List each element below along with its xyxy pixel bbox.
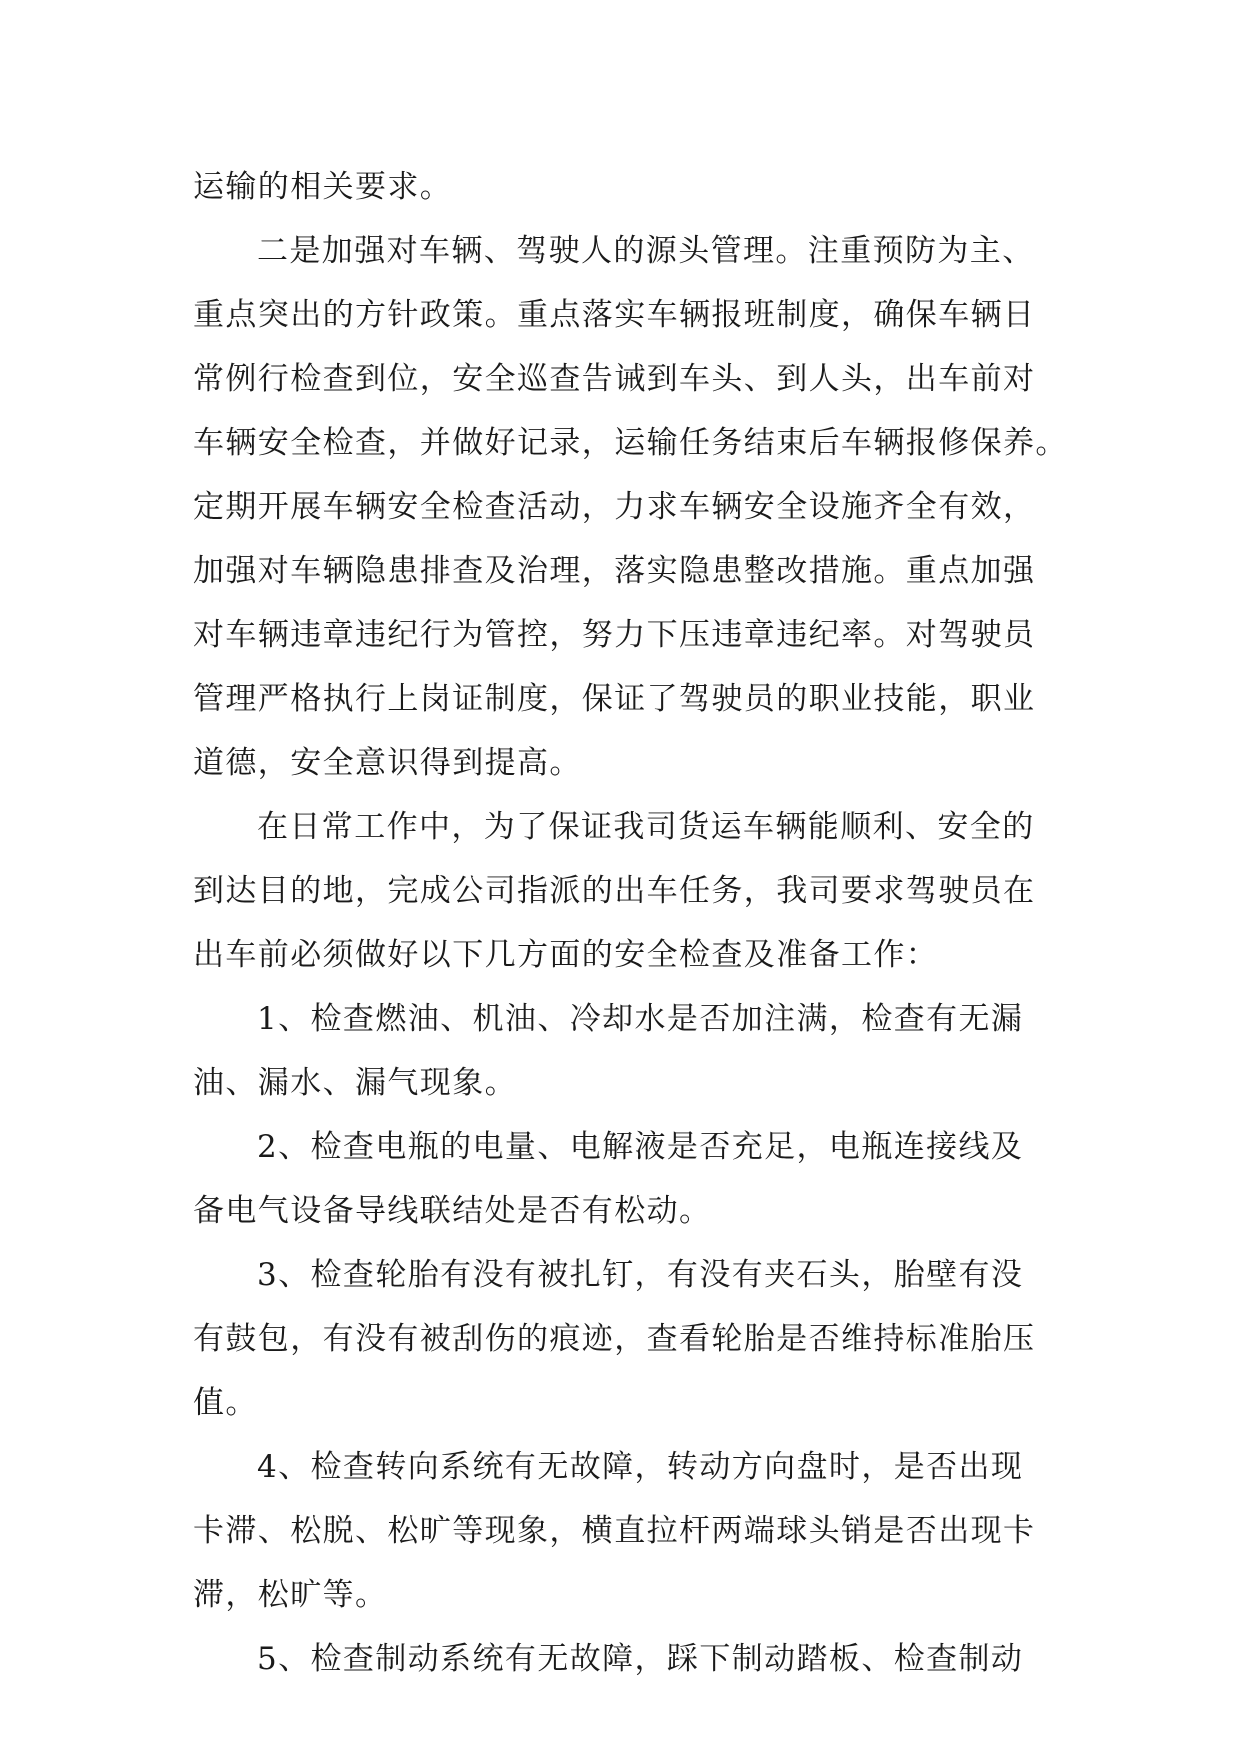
text-line: 5、检查制动系统有无故障，踩下制动踏板、检查制动: [257, 1641, 1024, 1677]
text-line: 有鼓包，有没有被刮伤的痕迹，查看轮胎是否维持标准胎压: [193, 1321, 1036, 1357]
text-line: 备电气设备导线联结处是否有松动。: [193, 1193, 712, 1229]
body-text: [193, 155, 1073, 1691]
text-line: 道德，安全意识得到提高。: [193, 745, 582, 781]
text-line: 2、检查电瓶的电量、电解液是否充足，电瓶连接线及: [257, 1129, 1024, 1165]
text-line: 3、检查轮胎有没有被扎钉，有没有夹石头，胎壁有没: [257, 1257, 1024, 1293]
text-line: 值。: [193, 1385, 258, 1421]
text-line: 管理严格执行上岗证制度，保证了驾驶员的职业技能，职业: [193, 681, 1036, 717]
text-line: 加强对车辆隐患排查及治理，落实隐患整改措施。重点加强: [193, 553, 1036, 589]
text-line: 运输的相关要求。: [193, 169, 453, 205]
text-line: 对车辆违章违纪行为管控，努力下压违章违纪率。对驾驶员: [193, 617, 1036, 653]
text-line: 油、漏水、漏气现象。: [193, 1065, 517, 1101]
text-line: 到达目的地，完成公司指派的出车任务，我司要求驾驶员在: [193, 873, 1036, 909]
text-line: 滞，松旷等。: [193, 1577, 388, 1613]
text-line: 车辆安全检查，并做好记录，运输任务结束后车辆报修保养。: [193, 425, 1068, 461]
text-line: 定期开展车辆安全检查活动，力求车辆安全设施齐全有效，: [193, 489, 1036, 525]
text-line: 二是加强对车辆、驾驶人的源头管理。注重预防为主、: [257, 233, 1035, 269]
text-line: 1、检查燃油、机油、冷却水是否加注满，检查有无漏: [257, 1001, 1024, 1037]
text-line: 在日常工作中，为了保证我司货运车辆能顺利、安全的: [257, 809, 1035, 845]
text-line: 常例行检查到位，安全巡查告诫到车头、到人头，出车前对: [193, 361, 1036, 397]
text-line: 重点突出的方针政策。重点落实车辆报班制度，确保车辆日: [193, 297, 1036, 333]
text-line: 出车前必须做好以下几方面的安全检查及准备工作：: [193, 937, 939, 973]
text-line: 4、检查转向系统有无故障，转动方向盘时，是否出现: [257, 1449, 1024, 1485]
text-line: 卡滞、松脱、松旷等现象，横直拉杆两端球头销是否出现卡: [193, 1513, 1036, 1549]
